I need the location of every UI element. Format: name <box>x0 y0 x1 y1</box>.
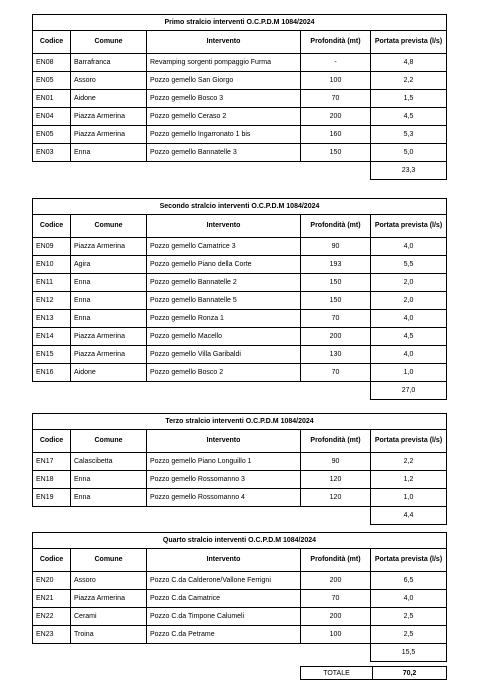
cell-comune: Enna <box>71 310 147 328</box>
header-profondita: Profondità (mt) <box>301 430 371 453</box>
cell-comune: Piazza Armerina <box>71 238 147 256</box>
cell-codice: EN22 <box>33 608 71 626</box>
cell-portata: 2,0 <box>371 292 447 310</box>
cell-portata: 2,0 <box>371 274 447 292</box>
section-table <box>32 198 447 400</box>
table-row <box>33 274 447 292</box>
cell-intervento: Pozzo gemello Bannatelle 5 <box>147 292 301 310</box>
cell-comune: Calascibetta <box>71 453 147 471</box>
table-row <box>33 238 447 256</box>
cell-profondita: 120 <box>301 489 371 507</box>
table-row <box>33 453 447 471</box>
cell-portata: 5,3 <box>371 126 447 144</box>
cell-comune: Piazza Armerina <box>71 346 147 364</box>
cell-profondita: 70 <box>301 310 371 328</box>
cell-codice: EN05 <box>33 126 71 144</box>
cell-portata: 4,0 <box>371 346 447 364</box>
cell-comune: Assoro <box>71 72 147 90</box>
cell-intervento: Pozzo gemello Piano Longuillo 1 <box>147 453 301 471</box>
cell-intervento: Pozzo C.da Camatrice <box>147 590 301 608</box>
table-row <box>33 144 447 162</box>
cell-intervento: Pozzo gemello Camatrice 3 <box>147 238 301 256</box>
header-profondita: Profondità (mt) <box>301 31 371 54</box>
blank-cell <box>33 382 371 400</box>
cell-portata: 6,5 <box>371 572 447 590</box>
cell-profondita: 90 <box>301 453 371 471</box>
cell-codice: EN19 <box>33 489 71 507</box>
cell-codice: EN15 <box>33 346 71 364</box>
table-row <box>33 292 447 310</box>
cell-comune: Piazza Armerina <box>71 126 147 144</box>
cell-profondita: 90 <box>301 238 371 256</box>
cell-portata: 4,0 <box>371 310 447 328</box>
table-row <box>33 90 447 108</box>
header-intervento: Intervento <box>147 31 301 54</box>
cell-comune: Enna <box>71 144 147 162</box>
header-intervento: Intervento <box>147 430 301 453</box>
header-profondita: Profondità (mt) <box>301 549 371 572</box>
cell-comune: Aidone <box>71 90 147 108</box>
cell-profondita: 100 <box>301 72 371 90</box>
cell-portata: 1,0 <box>371 489 447 507</box>
cell-profondita: 70 <box>301 364 371 382</box>
cell-portata: 2,5 <box>371 626 447 644</box>
section-total: 27,0 <box>371 382 447 400</box>
table-row <box>33 346 447 364</box>
cell-profondita: 150 <box>301 144 371 162</box>
table-row <box>33 471 447 489</box>
header-comune: Comune <box>71 31 147 54</box>
cell-codice: EN23 <box>33 626 71 644</box>
cell-comune: Assoro <box>71 572 147 590</box>
section-title: Secondo stralcio interventi O.C.P.D.M 1084/2024 <box>33 199 447 215</box>
table-row <box>33 72 447 90</box>
cell-codice: EN08 <box>33 54 71 72</box>
header-intervento: Intervento <box>147 549 301 572</box>
cell-profondita: 193 <box>301 256 371 274</box>
header-comune: Comune <box>71 549 147 572</box>
cell-comune: Piazza Armerina <box>71 108 147 126</box>
header-portata: Portata prevista (l/s) <box>371 215 447 238</box>
section-total: 4,4 <box>371 507 447 525</box>
section-total: 23,3 <box>371 162 447 180</box>
table-row <box>33 364 447 382</box>
header-codice: Codice <box>33 430 71 453</box>
cell-comune: Enna <box>71 274 147 292</box>
cell-comune: Piazza Armerina <box>71 590 147 608</box>
cell-codice: EN21 <box>33 590 71 608</box>
cell-codice: EN20 <box>33 572 71 590</box>
cell-comune: Enna <box>71 471 147 489</box>
cell-intervento: Pozzo gemello San Giorgo <box>147 72 301 90</box>
grand-total-value: 70,2 <box>373 667 447 680</box>
cell-codice: EN04 <box>33 108 71 126</box>
cell-codice: EN05 <box>33 72 71 90</box>
cell-portata: 1,5 <box>371 90 447 108</box>
table-row <box>33 572 447 590</box>
cell-intervento: Pozzo gemello Ronza 1 <box>147 310 301 328</box>
cell-portata: 1,0 <box>371 364 447 382</box>
blank-cell <box>33 644 371 662</box>
cell-profondita: 120 <box>301 471 371 489</box>
cell-codice: EN01 <box>33 90 71 108</box>
table-row <box>33 108 447 126</box>
cell-portata: 2,2 <box>371 453 447 471</box>
cell-codice: EN18 <box>33 471 71 489</box>
cell-intervento: Pozzo gemello Rossomanno 4 <box>147 489 301 507</box>
cell-portata: 4,8 <box>371 54 447 72</box>
cell-intervento: Pozzo gemello Bannatelle 2 <box>147 274 301 292</box>
cell-profondita: 200 <box>301 108 371 126</box>
grand-total-table <box>300 666 447 680</box>
cell-portata: 4,0 <box>371 590 447 608</box>
header-codice: Codice <box>33 31 71 54</box>
cell-comune: Enna <box>71 489 147 507</box>
section-title: Quarto stralcio interventi O.C.P.D.M 1084/2024 <box>33 533 447 549</box>
table-row <box>33 126 447 144</box>
section-total: 15,5 <box>371 644 447 662</box>
cell-portata: 2,2 <box>371 72 447 90</box>
cell-comune: Piazza Armerina <box>71 328 147 346</box>
table-row <box>33 328 447 346</box>
cell-intervento: Pozzo C.da Calderone/Vallone Ferrigni <box>147 572 301 590</box>
table-row <box>33 626 447 644</box>
section-table <box>32 413 447 525</box>
header-portata: Portata prevista (l/s) <box>371 549 447 572</box>
cell-comune: Cerami <box>71 608 147 626</box>
cell-portata: 2,5 <box>371 608 447 626</box>
section-table <box>32 14 447 180</box>
cell-codice: EN16 <box>33 364 71 382</box>
cell-comune: Aidone <box>71 364 147 382</box>
cell-intervento: Pozzo gemello Piano della Corte <box>147 256 301 274</box>
cell-intervento: Pozzo gemello Bosco 2 <box>147 364 301 382</box>
table-row <box>33 489 447 507</box>
cell-codice: EN17 <box>33 453 71 471</box>
cell-profondita: 70 <box>301 90 371 108</box>
header-portata: Portata prevista (l/s) <box>371 430 447 453</box>
cell-codice: EN03 <box>33 144 71 162</box>
cell-codice: EN09 <box>33 238 71 256</box>
cell-intervento: Pozzo gemello Bosco 3 <box>147 90 301 108</box>
cell-portata: 5,5 <box>371 256 447 274</box>
cell-portata: 1,2 <box>371 471 447 489</box>
cell-comune: Enna <box>71 292 147 310</box>
cell-comune: Agira <box>71 256 147 274</box>
cell-portata: 4,5 <box>371 108 447 126</box>
header-comune: Comune <box>71 430 147 453</box>
header-comune: Comune <box>71 215 147 238</box>
cell-intervento: Pozzo gemello Ingarronato 1 bis <box>147 126 301 144</box>
cell-profondita: 150 <box>301 292 371 310</box>
table-row <box>33 608 447 626</box>
header-codice: Codice <box>33 549 71 572</box>
cell-profondita: 100 <box>301 626 371 644</box>
cell-intervento: Pozzo gemello Villa Garibaldi <box>147 346 301 364</box>
cell-intervento: Pozzo gemello Bannatelle 3 <box>147 144 301 162</box>
cell-intervento: Pozzo C.da Timpone Calumeli <box>147 608 301 626</box>
cell-portata: 4,0 <box>371 238 447 256</box>
cell-codice: EN13 <box>33 310 71 328</box>
cell-profondita: 200 <box>301 572 371 590</box>
cell-intervento: Pozzo C.da Petrame <box>147 626 301 644</box>
cell-comune: Barrafranca <box>71 54 147 72</box>
cell-intervento: Pozzo gemello Macello <box>147 328 301 346</box>
cell-portata: 4,5 <box>371 328 447 346</box>
cell-profondita: 70 <box>301 590 371 608</box>
header-portata: Portata prevista (l/s) <box>371 31 447 54</box>
cell-codice: EN12 <box>33 292 71 310</box>
cell-profondita: - <box>301 54 371 72</box>
cell-profondita: 200 <box>301 328 371 346</box>
header-codice: Codice <box>33 215 71 238</box>
cell-intervento: Pozzo gemello Rossomanno 3 <box>147 471 301 489</box>
table-row <box>33 310 447 328</box>
cell-profondita: 150 <box>301 274 371 292</box>
cell-intervento: Revamping sorgenti pompaggio Furma <box>147 54 301 72</box>
cell-codice: EN14 <box>33 328 71 346</box>
blank-cell <box>33 507 371 525</box>
blank-cell <box>33 162 371 180</box>
cell-intervento: Pozzo gemello Ceraso 2 <box>147 108 301 126</box>
table-row <box>33 256 447 274</box>
cell-profondita: 160 <box>301 126 371 144</box>
cell-profondita: 130 <box>301 346 371 364</box>
cell-comune: Troina <box>71 626 147 644</box>
table-row <box>33 54 447 72</box>
section-title: Primo stralcio interventi O.C.P.D.M 1084/2024 <box>33 15 447 31</box>
cell-portata: 5,0 <box>371 144 447 162</box>
grand-total-label: TOTALE <box>301 667 373 680</box>
table-row <box>33 590 447 608</box>
section-title: Terzo stralcio interventi O.C.P.D.M 1084/2024 <box>33 414 447 430</box>
section-table <box>32 532 447 662</box>
header-profondita: Profondità (mt) <box>301 215 371 238</box>
cell-codice: EN10 <box>33 256 71 274</box>
cell-profondita: 200 <box>301 608 371 626</box>
header-intervento: Intervento <box>147 215 301 238</box>
cell-codice: EN11 <box>33 274 71 292</box>
